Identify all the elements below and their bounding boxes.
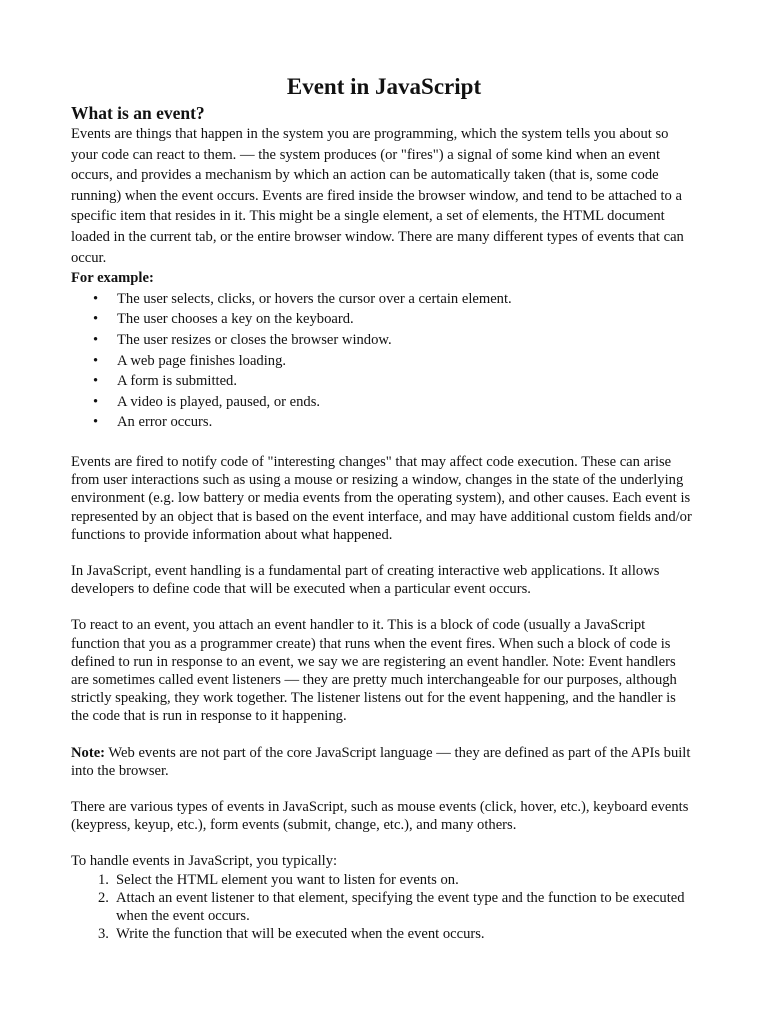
note-label: Note: bbox=[71, 744, 106, 761]
intro-paragraph: Events are things that happen in the system you are programming, which the system tells you about so your code can react to them. — the system produces (or "fires") a signal of some kind when an event occurs, and provides a mechanism by which an action can be automatically taken (that is, some code running) when the event occurs. Events are fired inside the browser window, and tend to be attached to a specific item that resides in it. This might be a single element, a set of elements, the HTML document loaded in the current tab, or the entire browser window. There are many different types of events that can occur. bbox=[71, 126, 684, 266]
list-item-text: A form is submitted. bbox=[117, 373, 237, 390]
examples-list bbox=[71, 289, 697, 433]
list-item-text: The user chooses a key on the keyboard. bbox=[117, 311, 354, 328]
list-item-text: The user resizes or closes the browser window. bbox=[117, 331, 392, 348]
handle-events-intro: To handle events in JavaScript, you typically: bbox=[71, 853, 338, 870]
note-paragraph bbox=[71, 744, 697, 780]
list-item bbox=[93, 289, 697, 310]
bullet-icon: • bbox=[93, 352, 99, 369]
examples-label: For example: bbox=[71, 270, 154, 287]
spacer bbox=[71, 598, 697, 616]
spacer bbox=[71, 726, 697, 744]
events-fired-paragraph: Events are fired to notify code of "interesting changes" that may affect code execution. These can arise from user interactions such as using a mouse or resizing a window, changes in the state of the underlying environment (e.g. low battery or media events from the operating system), and other causes. Each event is represented by an object that is based on the event interface, and may have additional custom fields and/or functions to provide information about what happened. bbox=[71, 453, 692, 543]
list-item bbox=[93, 392, 697, 413]
section-heading: What is an event? bbox=[71, 103, 205, 123]
step-number: 1. bbox=[98, 871, 109, 888]
event-handler-paragraph: To react to an event, you attach an event handler to it. This is a block of code (usually a JavaScript function that you as a programmer create) that runs when the event fires. When such a block of code is defined to run in response to an event, we say we are registering an event handler. Note: Event handlers are sometimes called event listeners — they are pretty much interchangeable for our purposes, although strictly speaking, they work together. The listener listens out for the event happening, and the handler is the code that is run in response to it happening. bbox=[71, 617, 677, 725]
list-item bbox=[98, 925, 697, 943]
document-title: Event in JavaScript bbox=[286, 74, 482, 99]
list-item-text: The user selects, clicks, or hovers the cursor over a certain element. bbox=[117, 290, 512, 307]
list-item bbox=[93, 412, 697, 433]
steps-list bbox=[71, 871, 697, 944]
spacer bbox=[71, 834, 697, 852]
bullet-icon: • bbox=[93, 393, 99, 410]
list-item-text: A video is played, paused, or ends. bbox=[117, 393, 321, 410]
list-item-text: A web page finishes loading. bbox=[117, 352, 287, 369]
event-handling-paragraph: In JavaScript, event handling is a fundamental part of creating interactive web applications. It allows developers to define code that will be executed when a particular event occurs. bbox=[71, 562, 660, 598]
list-item-text: An error occurs. bbox=[117, 414, 213, 431]
list-item bbox=[93, 371, 697, 392]
bullet-icon: • bbox=[93, 311, 99, 328]
step-number: 3. bbox=[98, 926, 109, 943]
list-item bbox=[93, 351, 697, 372]
list-item bbox=[98, 889, 697, 925]
bullet-icon: • bbox=[93, 331, 99, 348]
bullet-icon: • bbox=[93, 414, 99, 431]
spacer bbox=[71, 433, 697, 453]
step-text: Write the function that will be executed when the event occurs. bbox=[116, 926, 485, 943]
list-item bbox=[93, 309, 697, 330]
event-types-paragraph: There are various types of events in JavaScript, such as mouse events (click, hover, etc.), keyboard events (keypress, keyup, etc.), form events (submit, change, etc.), and many others. bbox=[71, 798, 689, 834]
step-text: Select the HTML element you want to listen for events on. bbox=[116, 871, 459, 888]
list-item bbox=[98, 871, 697, 889]
step-number: 2. bbox=[98, 889, 109, 906]
bullet-icon: • bbox=[93, 373, 99, 390]
step-text: Attach an event listener to that element, specifying the event type and the function to be executed when the event occurs. bbox=[116, 889, 685, 924]
spacer bbox=[71, 780, 697, 798]
list-item bbox=[93, 330, 697, 351]
bullet-icon: • bbox=[93, 290, 99, 307]
spacer bbox=[71, 544, 697, 562]
note-text: Web events are not part of the core JavaScript language — they are defined as part of the APIs built into the browser. bbox=[71, 744, 691, 779]
